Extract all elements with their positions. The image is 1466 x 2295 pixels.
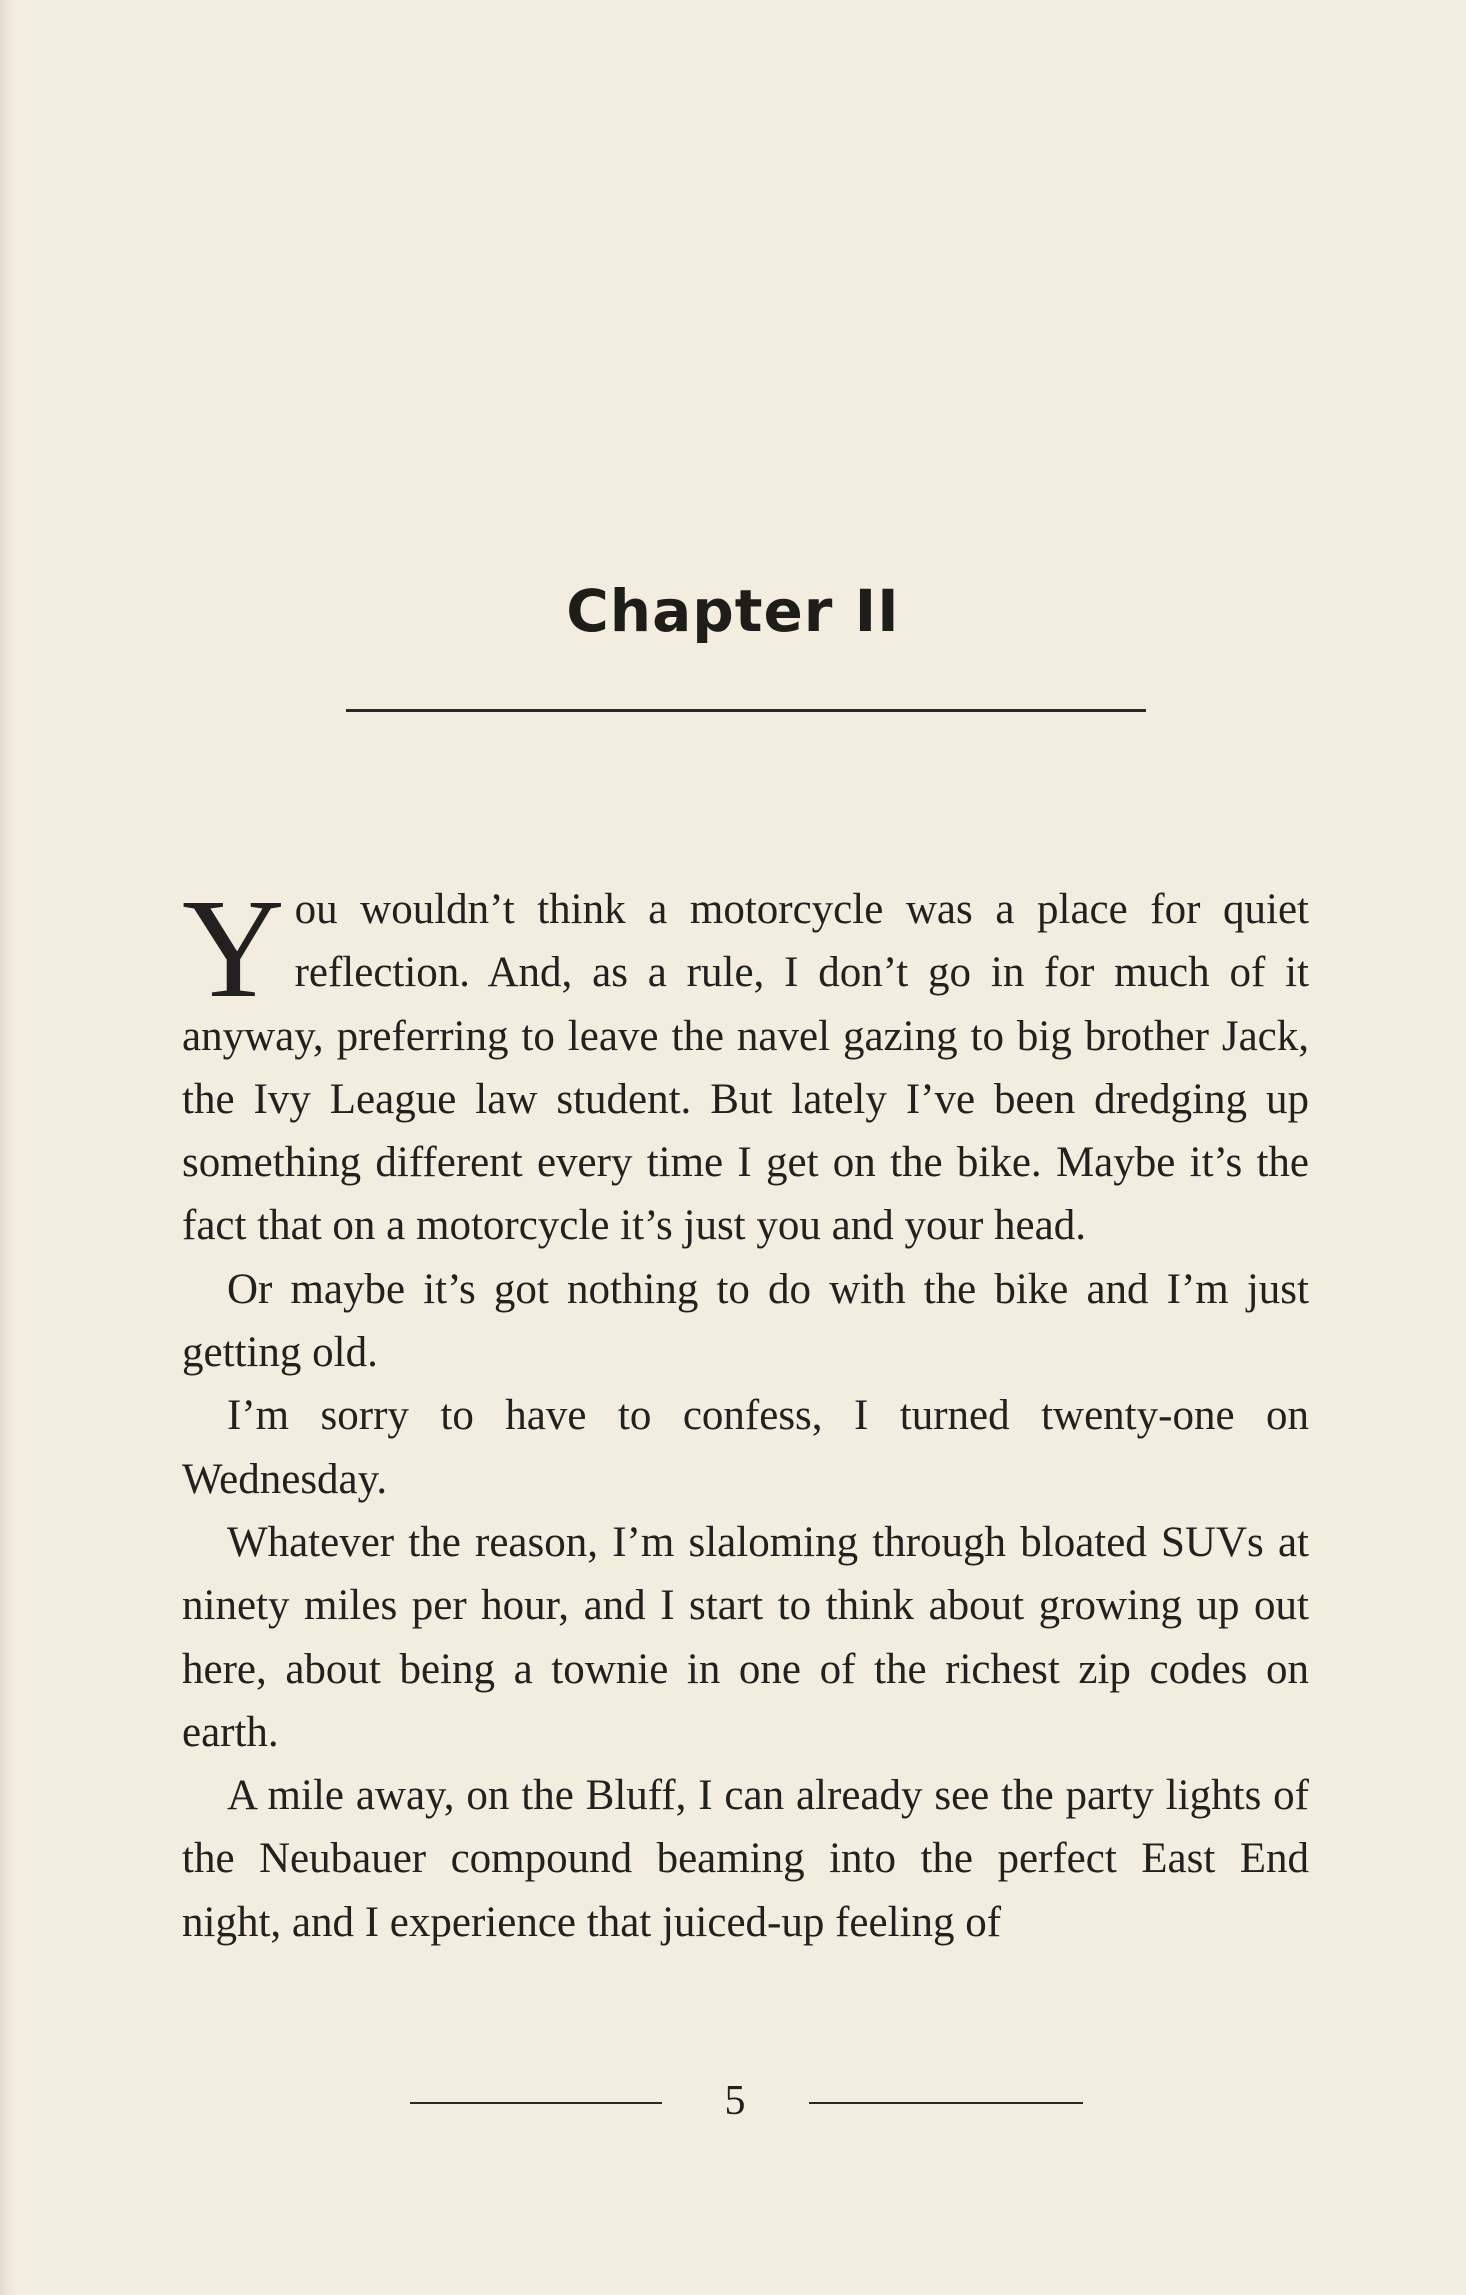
paragraph-5: A mile away, on the Bluff, I can already see the party lights of the Neubauer compound beaming into the perfect East End night, and I experience that juiced-up feeling of (182, 1772, 1309, 1946)
paragraph-4: Whatever the reason, I’m slaloming through bloated SUVs at ninety miles per hour, and I start to think about growing up out here, about being a townie in one of the richest zip codes on earth. (182, 1518, 1309, 1756)
paragraph-1 (182, 869, 1309, 1258)
drop-cap: Y (182, 869, 285, 1027)
page-footer (0, 2071, 1466, 2131)
chapter-body (182, 869, 1309, 1954)
page-number: 5 (724, 2078, 746, 2124)
paragraph-3: I’m sorry to have to confess, I turned twenty-one on Wednesday. (182, 1392, 1309, 1503)
paragraph-2: Or maybe it’s got nothing to do with the bike and I’m just getting old. (182, 1265, 1309, 1377)
footer-rule-left (410, 2102, 662, 2104)
chapter-title: Chapter II (566, 577, 900, 645)
footer-rule-right (809, 2102, 1083, 2104)
title-divider (346, 709, 1146, 712)
paragraph-1-text: ou wouldn’t think a motorcycle was a place for quiet reflection. And, as a rule, I don’t go in for much of it anyway, preferring to leave the navel gazing to big brother Jack, the Ivy League law student. But lately I’ve been dredging up something different every time I get on the bike. Maybe it’s the fact that on a motorcycle it’s just you and your head. (182, 886, 1309, 1250)
